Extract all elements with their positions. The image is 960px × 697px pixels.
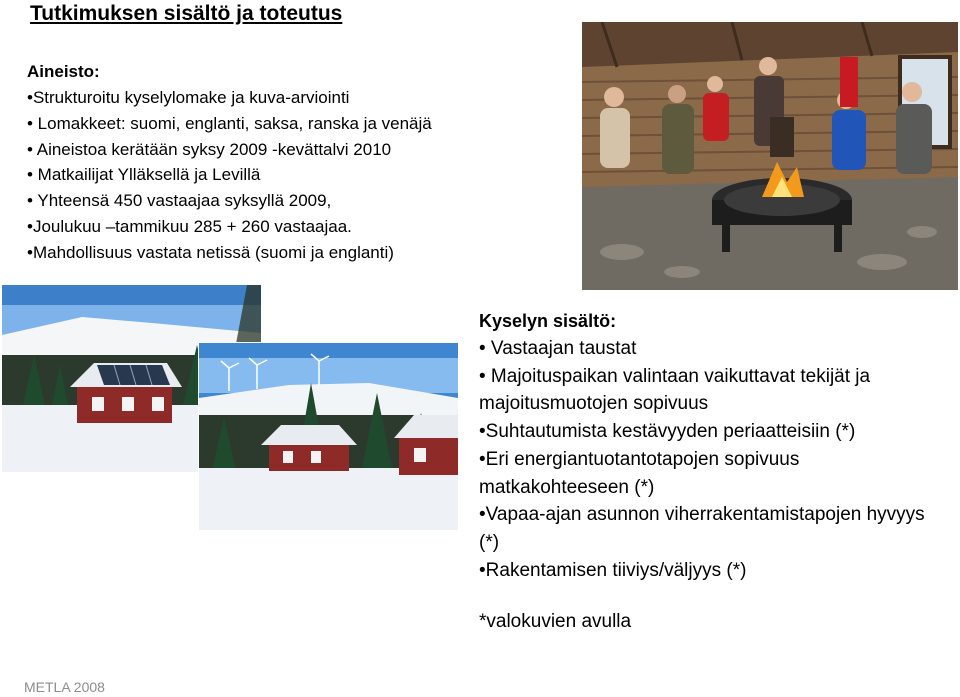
- footer-credit: METLA 2008: [24, 679, 105, 695]
- materials-item: • Aineistoa kerätään syksy 2009 -kevättalvi 2010: [27, 139, 392, 159]
- survey-item: •Vapaa-ajan asunnon viherrakentamistapojen hyvyys (*): [479, 504, 925, 553]
- materials-item: •Mahdollisuus vastata netissä (suomi ja englanti): [27, 242, 394, 262]
- materials-section: [27, 62, 572, 266]
- materials-item: • Lomakkeet: suomi, englanti, saksa, ranska ja venäjä: [27, 113, 432, 133]
- materials-heading: Aineisto:: [27, 62, 100, 81]
- survey-item: •Rakentamisen tiiviys/väljyys (*): [479, 559, 747, 581]
- survey-note: *valokuvien avulla: [479, 611, 632, 633]
- materials-item: • Yhteensä 450 vastaajaa syksyllä 2009,: [27, 191, 332, 211]
- survey-item: •Eri energiantuotantotapojen sopivuus matkakohteeseen (*): [479, 448, 800, 498]
- survey-section: [479, 308, 949, 635]
- slide-title: Tutkimuksen sisältö ja toteutus: [30, 2, 343, 25]
- cabin-wind-photo: [198, 342, 459, 531]
- materials-item: •Joulukuu –tammikuu 285 + 260 vastaajaa.: [27, 216, 352, 236]
- materials-item: •Strukturoitu kyselylomake ja kuva-arviointi: [27, 88, 350, 107]
- survey-item: • Vastaajan taustat: [479, 338, 637, 359]
- hut-campfire-photo: [582, 22, 958, 290]
- materials-item: • Matkailijat Ylläksellä ja Levillä: [27, 165, 261, 185]
- survey-item: • Majoituspaikan valintaan vaikuttavat tekijät ja majoitusmuotojen sopivuus: [479, 365, 871, 415]
- survey-item: •Suhtautumista kestävyyden periaatteisiin (*): [479, 421, 856, 443]
- survey-heading: Kyselyn sisältö:: [479, 311, 617, 331]
